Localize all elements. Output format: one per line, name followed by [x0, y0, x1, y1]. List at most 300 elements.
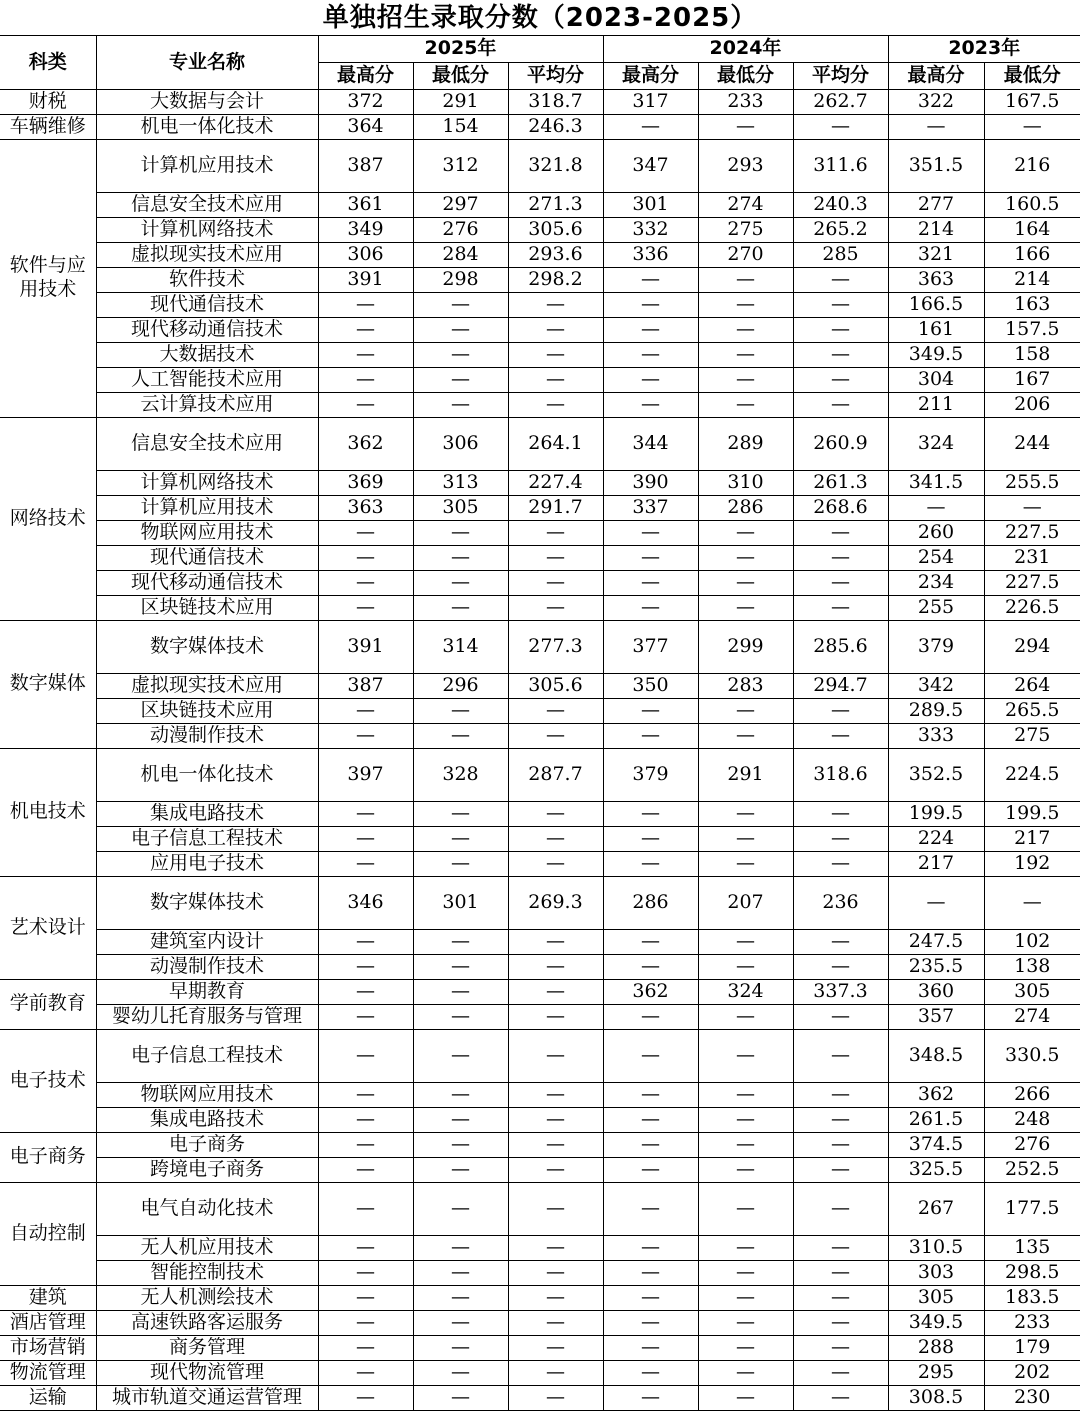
score-cell: —: [413, 826, 508, 851]
score-cell: —: [508, 979, 603, 1004]
score-cell: —: [413, 1132, 508, 1157]
category-cell: 运输: [0, 1385, 96, 1410]
score-cell: 211: [888, 392, 984, 417]
category-cell: 车辆维修: [0, 114, 96, 139]
table-row: [0, 1082, 1080, 1107]
score-cell: 390: [603, 470, 698, 495]
score-cell: —: [508, 1285, 603, 1310]
score-cell: 318.6: [793, 748, 888, 801]
score-cell: —: [698, 342, 793, 367]
score-cell: 260: [888, 520, 984, 545]
table-row: [0, 570, 1080, 595]
major-cell: 软件技术: [96, 267, 318, 292]
score-cell: 158: [984, 342, 1080, 367]
category-cell: 酒店管理: [0, 1310, 96, 1335]
score-cell: 276: [413, 217, 508, 242]
score-cell: —: [318, 520, 413, 545]
score-cell: 254: [888, 545, 984, 570]
table-row: [0, 1360, 1080, 1385]
score-cell: 305: [984, 979, 1080, 1004]
major-cell: 跨境电子商务: [96, 1157, 318, 1182]
score-cell: —: [793, 1157, 888, 1182]
score-cell: 274: [698, 192, 793, 217]
score-cell: —: [793, 367, 888, 392]
score-cell: —: [603, 520, 698, 545]
score-cell: —: [413, 317, 508, 342]
score-cell: 192: [984, 851, 1080, 876]
score-cell: 362: [603, 979, 698, 1004]
table-row: [0, 673, 1080, 698]
score-cell: 363: [318, 495, 413, 520]
score-cell: 199.5: [888, 801, 984, 826]
score-cell: 167: [984, 367, 1080, 392]
score-cell: 318.7: [508, 89, 603, 114]
major-cell: 商务管理: [96, 1335, 318, 1360]
score-cell: 322: [888, 89, 984, 114]
score-cell: —: [508, 342, 603, 367]
score-cell: —: [413, 1157, 508, 1182]
score-cell: —: [698, 698, 793, 723]
score-cell: 244: [984, 417, 1080, 470]
score-cell: 231: [984, 545, 1080, 570]
score-cell: —: [318, 954, 413, 979]
table-row: [0, 954, 1080, 979]
score-cell: —: [318, 1107, 413, 1132]
score-cell: —: [698, 1157, 793, 1182]
major-cell: 电子商务: [96, 1132, 318, 1157]
table-row: [0, 217, 1080, 242]
score-cell: 267: [888, 1182, 984, 1235]
score-cell: 324: [888, 417, 984, 470]
major-cell: 大数据与会计: [96, 89, 318, 114]
score-cell: 163: [984, 292, 1080, 317]
score-cell: —: [413, 570, 508, 595]
score-cell: —: [318, 1335, 413, 1360]
score-cell: —: [318, 1004, 413, 1029]
score-cell: 255.5: [984, 470, 1080, 495]
score-cell: —: [413, 1235, 508, 1260]
table-row: [0, 1335, 1080, 1360]
score-cell: —: [603, 1285, 698, 1310]
score-cell: —: [793, 1260, 888, 1285]
table-row: [0, 929, 1080, 954]
score-cell: —: [508, 1235, 603, 1260]
major-cell: 物联网应用技术: [96, 1082, 318, 1107]
table-row: [0, 89, 1080, 114]
score-cell: —: [793, 723, 888, 748]
score-cell: 305.6: [508, 217, 603, 242]
table-row: [0, 495, 1080, 520]
score-cell: —: [698, 545, 793, 570]
score-cell: —: [318, 317, 413, 342]
score-cell: 227.4: [508, 470, 603, 495]
score-cell: —: [793, 1107, 888, 1132]
major-cell: 计算机应用技术: [96, 139, 318, 192]
score-cell: —: [793, 317, 888, 342]
major-cell: 城市轨道交通运营管理: [96, 1385, 318, 1410]
table-row: [0, 317, 1080, 342]
score-cell: —: [413, 723, 508, 748]
category-cell: 学前教育: [0, 979, 96, 1029]
table-row: [0, 979, 1080, 1004]
score-cell: —: [698, 929, 793, 954]
score-cell: 166: [984, 242, 1080, 267]
score-cell: 337: [603, 495, 698, 520]
score-cell: 275: [984, 723, 1080, 748]
score-cell: 291: [413, 89, 508, 114]
score-cell: 277.3: [508, 620, 603, 673]
score-cell: —: [413, 698, 508, 723]
score-cell: 236: [793, 876, 888, 929]
score-cell: —: [793, 851, 888, 876]
score-cell: 202: [984, 1360, 1080, 1385]
score-cell: 360: [888, 979, 984, 1004]
score-cell: —: [888, 876, 984, 929]
score-cell: 349.5: [888, 342, 984, 367]
major-cell: 计算机网络技术: [96, 217, 318, 242]
score-cell: —: [698, 1107, 793, 1132]
score-cell: —: [698, 1310, 793, 1335]
table-row: [0, 876, 1080, 929]
score-cell: 387: [318, 673, 413, 698]
score-cell: —: [698, 1132, 793, 1157]
score-cell: 347: [603, 139, 698, 192]
score-cell: 291.7: [508, 495, 603, 520]
score-cell: —: [508, 1385, 603, 1410]
major-cell: 电气自动化技术: [96, 1182, 318, 1235]
score-cell: 350: [603, 673, 698, 698]
score-cell: 294: [984, 620, 1080, 673]
table-row: [0, 1385, 1080, 1410]
score-cell: —: [603, 267, 698, 292]
table-row: [0, 595, 1080, 620]
score-cell: —: [603, 292, 698, 317]
table-row: [0, 1310, 1080, 1335]
score-cell: —: [603, 1082, 698, 1107]
score-cell: —: [888, 114, 984, 139]
header-2025-avg: 平均分: [508, 62, 603, 89]
score-cell: —: [984, 495, 1080, 520]
score-cell: —: [508, 367, 603, 392]
score-cell: 264.1: [508, 417, 603, 470]
score-cell: 301: [413, 876, 508, 929]
score-cell: 214: [984, 267, 1080, 292]
score-cell: 310.5: [888, 1235, 984, 1260]
score-cell: 298.2: [508, 267, 603, 292]
score-cell: —: [508, 1004, 603, 1029]
score-cell: —: [793, 954, 888, 979]
score-cell: —: [508, 954, 603, 979]
score-cell: 304: [888, 367, 984, 392]
score-cell: 247.5: [888, 929, 984, 954]
score-cell: 179: [984, 1335, 1080, 1360]
score-cell: 157.5: [984, 317, 1080, 342]
score-cell: 217: [984, 826, 1080, 851]
score-cell: —: [508, 1335, 603, 1360]
score-cell: —: [793, 801, 888, 826]
table-row: [0, 367, 1080, 392]
category-cell: 软件与应用技术: [0, 139, 96, 417]
header-2023-max: 最高分: [888, 62, 984, 89]
score-cell: —: [413, 1360, 508, 1385]
category-cell: 市场营销: [0, 1335, 96, 1360]
score-cell: 287.7: [508, 748, 603, 801]
score-cell: 328: [413, 748, 508, 801]
score-cell: 166.5: [888, 292, 984, 317]
table-row: [0, 392, 1080, 417]
score-cell: 391: [318, 620, 413, 673]
score-cell: —: [603, 545, 698, 570]
score-cell: 183.5: [984, 1285, 1080, 1310]
score-cell: 387: [318, 139, 413, 192]
score-cell: —: [698, 1335, 793, 1360]
score-cell: 199.5: [984, 801, 1080, 826]
score-cell: 264: [984, 673, 1080, 698]
score-cell: —: [318, 929, 413, 954]
score-cell: —: [508, 1082, 603, 1107]
score-cell: —: [603, 954, 698, 979]
major-cell: 机电一体化技术: [96, 114, 318, 139]
score-cell: 216: [984, 139, 1080, 192]
header-category: 科类: [0, 36, 96, 89]
score-cell: —: [508, 723, 603, 748]
score-cell: —: [698, 1082, 793, 1107]
score-cell: 284: [413, 242, 508, 267]
score-cell: —: [603, 1260, 698, 1285]
major-cell: 现代通信技术: [96, 545, 318, 570]
score-cell: —: [413, 929, 508, 954]
table-row: [0, 545, 1080, 570]
score-cell: 286: [603, 876, 698, 929]
score-cell: —: [793, 520, 888, 545]
score-cell: 369: [318, 470, 413, 495]
score-cell: —: [413, 1029, 508, 1082]
score-cell: —: [603, 595, 698, 620]
score-cell: 275: [698, 217, 793, 242]
score-cell: —: [603, 342, 698, 367]
score-cell: —: [508, 826, 603, 851]
score-cell: —: [603, 723, 698, 748]
header-2023-min: 最低分: [984, 62, 1080, 89]
score-cell: —: [413, 851, 508, 876]
score-cell: 230: [984, 1385, 1080, 1410]
score-cell: —: [603, 851, 698, 876]
score-cell: —: [508, 801, 603, 826]
major-cell: 虚拟现实技术应用: [96, 242, 318, 267]
score-cell: —: [413, 367, 508, 392]
score-cell: —: [318, 1182, 413, 1235]
header-year-2024: 2024年: [603, 36, 888, 62]
score-cell: —: [698, 292, 793, 317]
score-cell: —: [698, 1285, 793, 1310]
score-cell: —: [318, 1285, 413, 1310]
score-cell: 288: [888, 1335, 984, 1360]
category-cell: 电子技术: [0, 1029, 96, 1132]
major-cell: 电子信息工程技术: [96, 1029, 318, 1082]
major-cell: 婴幼儿托育服务与管理: [96, 1004, 318, 1029]
header-year-2023: 2023年: [888, 36, 1080, 62]
score-cell: —: [413, 1107, 508, 1132]
score-cell: 262.7: [793, 89, 888, 114]
score-cell: 391: [318, 267, 413, 292]
score-cell: —: [318, 595, 413, 620]
score-cell: —: [508, 545, 603, 570]
score-cell: 261.3: [793, 470, 888, 495]
score-cell: —: [603, 114, 698, 139]
score-cell: 274: [984, 1004, 1080, 1029]
score-cell: —: [413, 801, 508, 826]
score-cell: 298: [413, 267, 508, 292]
score-cell: 295: [888, 1360, 984, 1385]
score-cell: —: [793, 1132, 888, 1157]
score-cell: —: [603, 698, 698, 723]
score-cell: —: [698, 267, 793, 292]
score-cell: —: [793, 1385, 888, 1410]
score-cell: 268.6: [793, 495, 888, 520]
score-cell: —: [413, 545, 508, 570]
header-2024-max: 最高分: [603, 62, 698, 89]
header-2024-min: 最低分: [698, 62, 793, 89]
score-cell: —: [793, 1082, 888, 1107]
score-cell: 240.3: [793, 192, 888, 217]
score-cell: —: [318, 1260, 413, 1285]
score-cell: 235.5: [888, 954, 984, 979]
category-cell: 自动控制: [0, 1182, 96, 1285]
score-cell: —: [413, 342, 508, 367]
score-cell: 349.5: [888, 1310, 984, 1335]
score-cell: 311.6: [793, 139, 888, 192]
score-cell: —: [793, 1310, 888, 1335]
score-cell: 224: [888, 826, 984, 851]
major-cell: 数字媒体技术: [96, 876, 318, 929]
major-cell: 现代移动通信技术: [96, 317, 318, 342]
score-cell: 261.5: [888, 1107, 984, 1132]
score-cell: 248: [984, 1107, 1080, 1132]
score-cell: —: [603, 392, 698, 417]
score-cell: —: [318, 801, 413, 826]
score-cell: 332: [603, 217, 698, 242]
score-cell: 357: [888, 1004, 984, 1029]
score-cell: —: [698, 570, 793, 595]
score-cell: —: [698, 114, 793, 139]
score-cell: 306: [318, 242, 413, 267]
score-cell: —: [698, 367, 793, 392]
score-cell: 285: [793, 242, 888, 267]
major-cell: 计算机网络技术: [96, 470, 318, 495]
score-cell: 361: [318, 192, 413, 217]
score-cell: 298.5: [984, 1260, 1080, 1285]
score-cell: 301: [603, 192, 698, 217]
score-cell: —: [318, 851, 413, 876]
score-cell: —: [793, 342, 888, 367]
score-cell: —: [508, 698, 603, 723]
table-row: [0, 801, 1080, 826]
score-cell: —: [793, 392, 888, 417]
score-cell: —: [793, 1029, 888, 1082]
table-row: [0, 242, 1080, 267]
page-title: 单独招生录取分数（2023-2025）: [0, 0, 1080, 36]
score-cell: —: [413, 1310, 508, 1335]
score-cell: —: [413, 520, 508, 545]
score-cell: 310: [698, 470, 793, 495]
score-cell: 270: [698, 242, 793, 267]
table-row: [0, 851, 1080, 876]
score-cell: —: [793, 1285, 888, 1310]
category-cell: 艺术设计: [0, 876, 96, 979]
major-cell: 现代物流管理: [96, 1360, 318, 1385]
score-cell: —: [413, 1182, 508, 1235]
major-cell: 建筑室内设计: [96, 929, 318, 954]
major-cell: 无人机测绘技术: [96, 1285, 318, 1310]
score-cell: 167.5: [984, 89, 1080, 114]
table-row: [0, 417, 1080, 470]
score-cell: 160.5: [984, 192, 1080, 217]
table-row: [0, 1260, 1080, 1285]
score-cell: —: [318, 545, 413, 570]
score-cell: 336: [603, 242, 698, 267]
score-cell: —: [603, 1107, 698, 1132]
score-cell: 344: [603, 417, 698, 470]
score-cell: —: [413, 1004, 508, 1029]
score-cell: —: [698, 1029, 793, 1082]
table-row: [0, 748, 1080, 801]
score-cell: 154: [413, 114, 508, 139]
table-row: [0, 826, 1080, 851]
score-cell: —: [508, 317, 603, 342]
score-cell: —: [318, 1310, 413, 1335]
score-cell: —: [318, 367, 413, 392]
score-cell: 283: [698, 673, 793, 698]
score-cell: —: [508, 595, 603, 620]
score-cell: —: [413, 1260, 508, 1285]
score-cell: —: [508, 1132, 603, 1157]
score-cell: —: [318, 342, 413, 367]
score-cell: 164: [984, 217, 1080, 242]
score-cell: —: [698, 851, 793, 876]
score-cell: —: [318, 392, 413, 417]
score-cell: —: [698, 1260, 793, 1285]
score-cell: 269.3: [508, 876, 603, 929]
major-cell: 机电一体化技术: [96, 748, 318, 801]
table-row: [0, 292, 1080, 317]
score-cell: —: [413, 595, 508, 620]
score-cell: 293.6: [508, 242, 603, 267]
score-cell: —: [508, 1157, 603, 1182]
score-cell: —: [508, 1310, 603, 1335]
table-row: [0, 470, 1080, 495]
major-cell: 信息安全技术应用: [96, 417, 318, 470]
category-cell: 物流管理: [0, 1360, 96, 1385]
score-cell: —: [603, 367, 698, 392]
score-cell: —: [793, 929, 888, 954]
score-cell: —: [508, 929, 603, 954]
table-row: [0, 139, 1080, 192]
table-row: [0, 520, 1080, 545]
score-cell: 206: [984, 392, 1080, 417]
score-cell: 246.3: [508, 114, 603, 139]
score-cell: 234: [888, 570, 984, 595]
score-cell: 277: [888, 192, 984, 217]
score-cell: 333: [888, 723, 984, 748]
score-cell: 342: [888, 673, 984, 698]
major-cell: 云计算技术应用: [96, 392, 318, 417]
score-cell: 289.5: [888, 698, 984, 723]
score-cell: —: [413, 292, 508, 317]
score-cell: 265.5: [984, 698, 1080, 723]
score-cell: 306: [413, 417, 508, 470]
score-cell: 207: [698, 876, 793, 929]
score-cell: 260.9: [793, 417, 888, 470]
